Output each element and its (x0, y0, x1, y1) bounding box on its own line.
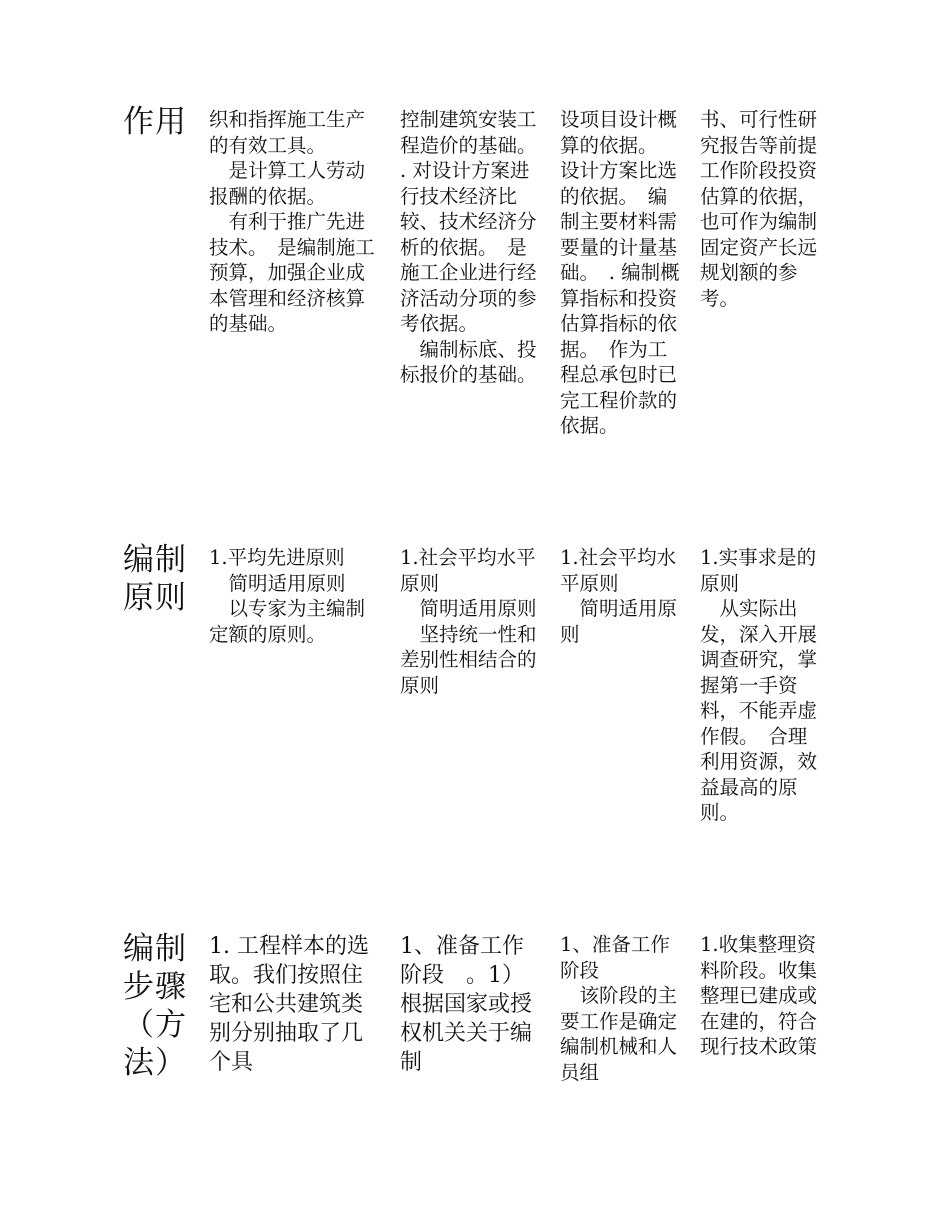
table-cell: 1.实事求是的原则 从实际出发，深入开展调查研究，掌握第一手资料，不能弄虚作假。 合理利用资源，效益最高的原则。 (700, 546, 818, 824)
table-cell: 控制建筑安装工程造价的基础。 . 对设计方案进行技术经济比较、技术经济分析的依据。 是施工企业进行经济活动分项的参考依据。 编制标底、投标报价的基础。 (400, 108, 537, 386)
row-header-principles: 编制原则 (123, 542, 187, 616)
table-cell: 1.社会平均水平原则 简明适用原则 (560, 546, 678, 646)
table-cell: 书、可行性研究报告等前提工作阶段投资估算的依据，也可作为编制固定资产长远规划额的参考。 (700, 108, 818, 310)
table-cell: 1.收集整理资料阶段。收集整理已建成或在建的，符合现行技术政策 (700, 933, 818, 1058)
table-cell: 1. 工程样本的选取。我们按照住宅和公共建筑类别分别抽取了几个具 (209, 934, 369, 1075)
table-cell: 1.平均先进原则 简明适用原则 以专家为主编制定额的原则。 (209, 546, 366, 646)
table-cell: 设项目设计概算的依据。 设计方案比选的依据。 编制主要材料需要量的计量基础。 . 编制概算指标和投资估算指标的依据。 作为工程总承包时已完工程价款的依据。 (560, 108, 680, 437)
table-cell: 1、准备工作阶段 。1）根据国家或授权机关关于编制 (400, 934, 533, 1075)
row-header-purpose: 作用 (123, 104, 187, 140)
table-cell: 织和指挥施工生产的有效工具。 是计算工人劳动报酬的依据。 有利于推广先进技术。 是编制施工预算，加强企业成本管理和经济核算的基础。 (209, 108, 375, 335)
table-cell: 1.社会平均水平原则 简明适用原则 坚持统一性和差别性相结合的原则 (400, 546, 537, 697)
row-header-steps: 编制步骤（方法） (123, 931, 187, 1081)
table-cell: 1、准备工作阶段 该阶段的主要工作是确定编制机械和人员组 (560, 933, 678, 1084)
